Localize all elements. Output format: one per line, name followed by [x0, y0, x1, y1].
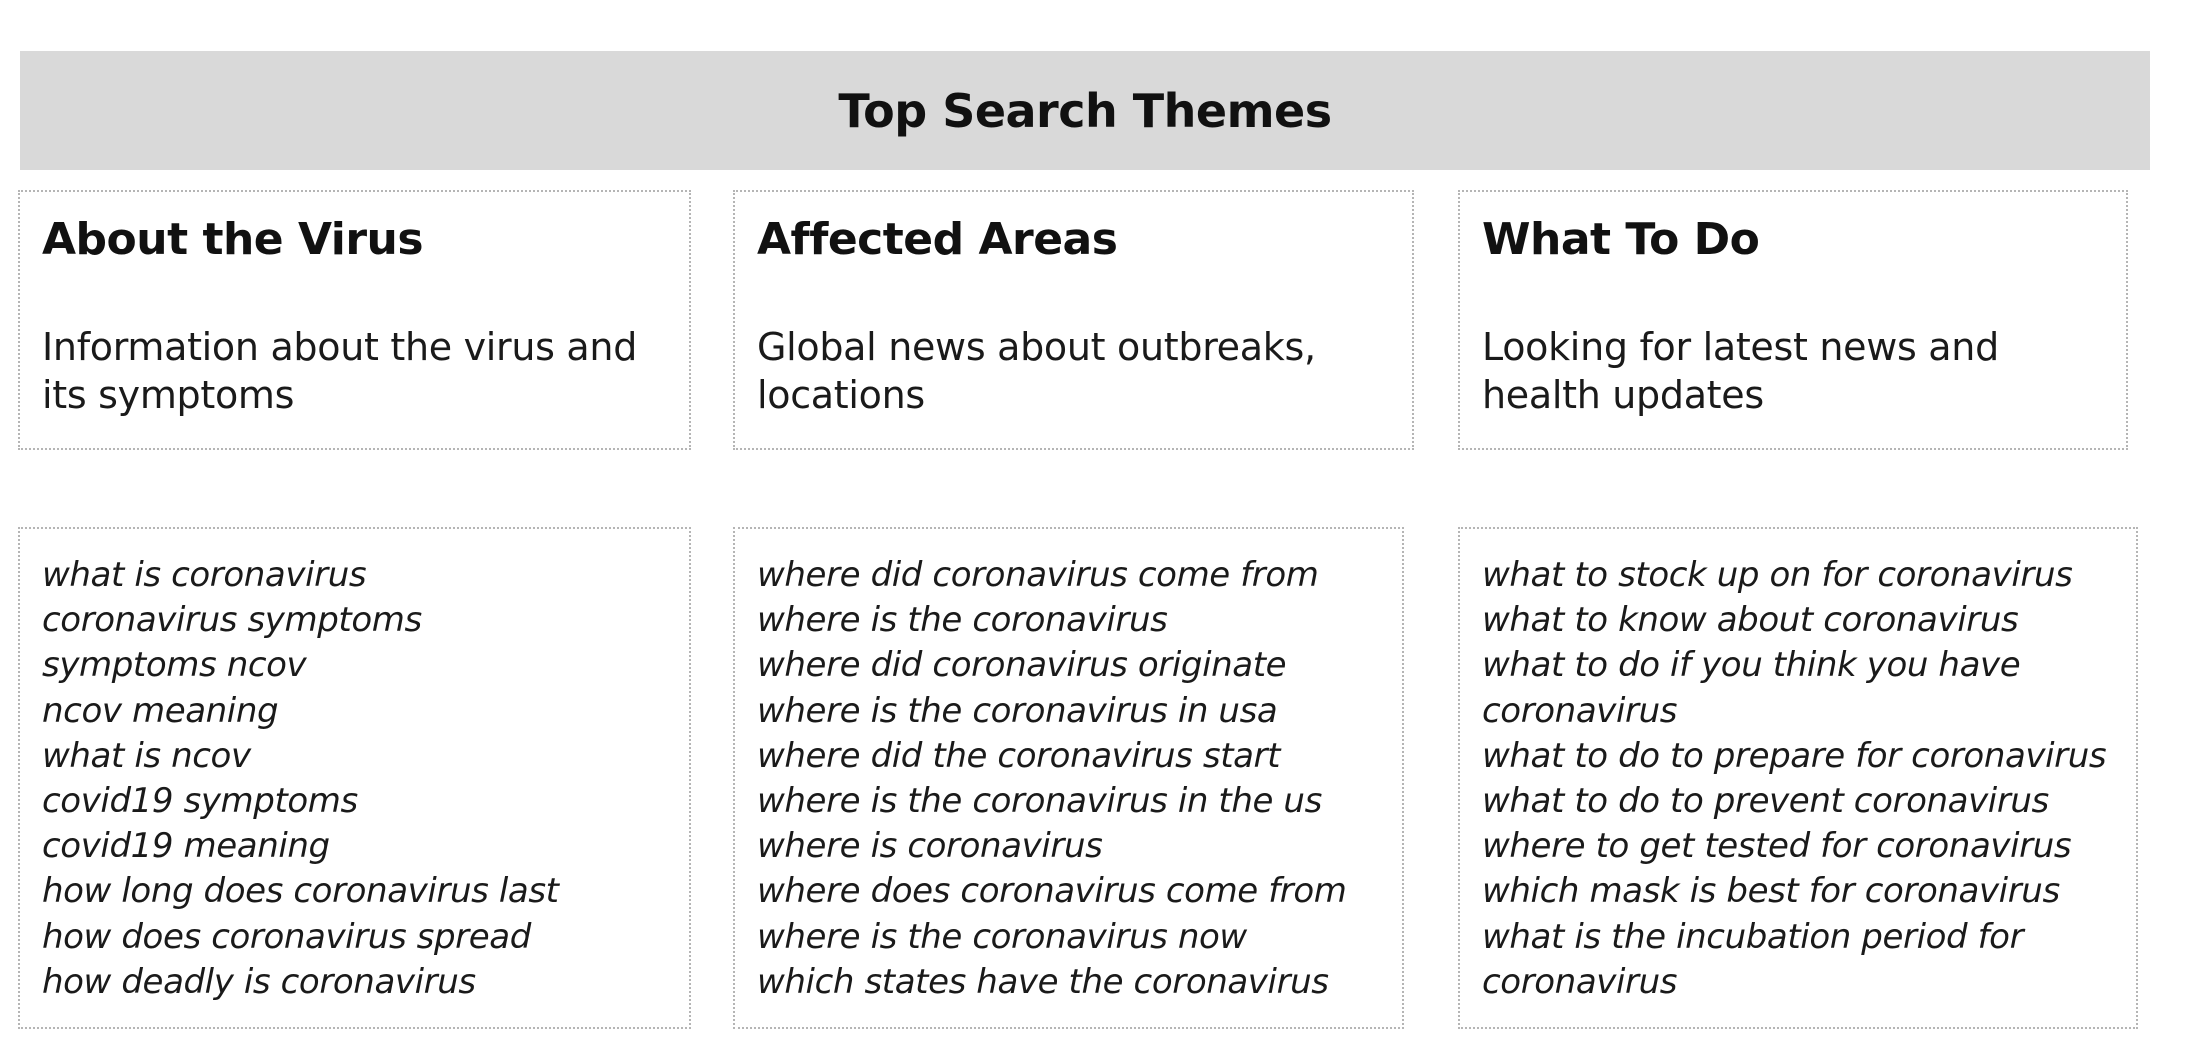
page-header-banner	[20, 51, 2150, 170]
query-item: what is coronavirus	[42, 555, 367, 595]
query-item: symptoms ncov	[42, 645, 307, 686]
theme-description: Global news about outbreaks, locations	[757, 324, 1316, 417]
query-item: where did the coronavirus start	[757, 735, 1281, 776]
query-item: coronavirus symptoms	[42, 600, 422, 641]
query-item: covid19 symptoms	[42, 781, 358, 822]
query-list-card-affected-areas	[733, 527, 1404, 1029]
query-item: ncov meaning	[42, 690, 279, 731]
theme-card-what-to-do	[1458, 190, 2128, 450]
query-item: what to know about coronavirus	[1482, 600, 2019, 641]
query-item: where did coronavirus come from	[757, 555, 1319, 595]
theme-title: About the Virus	[42, 214, 424, 265]
query-item: how deadly is coronavirus	[42, 961, 476, 1002]
query-item: where did coronavirus originate	[757, 645, 1287, 686]
query-item: where is the coronavirus in the us	[757, 781, 1322, 822]
query-list	[42, 553, 667, 1005]
query-item: where is the coronavirus	[757, 600, 1168, 641]
theme-description: Looking for latest news and health updates	[1482, 324, 1999, 417]
query-list	[757, 553, 1380, 1005]
query-item: where is the coronavirus in usa	[757, 690, 1278, 731]
theme-card-about-the-virus	[18, 190, 691, 450]
theme-title: Affected Areas	[757, 214, 1118, 265]
query-item: where to get tested for coronavirus	[1482, 826, 2072, 867]
query-item: where is the coronavirus now	[757, 916, 1247, 957]
query-item: which mask is best for coronavirus	[1482, 871, 2060, 912]
query-item: what to stock up on for coronavirus	[1482, 555, 2073, 595]
page-title: Top Search Themes	[838, 83, 1332, 138]
query-item: how long does coronavirus last	[42, 871, 559, 912]
query-list-card-what-to-do	[1458, 527, 2138, 1029]
theme-card-affected-areas	[733, 190, 1414, 450]
query-item: which states have the coronavirus	[757, 961, 1329, 1002]
query-item: what to do to prepare for coronavirus	[1482, 735, 2107, 776]
query-list-card-about-the-virus	[18, 527, 691, 1029]
query-item: what to do to prevent coronavirus	[1482, 781, 2049, 822]
query-item: how does coronavirus spread	[42, 916, 531, 957]
query-item: where does coronavirus come from	[757, 871, 1347, 912]
query-item: where is coronavirus	[757, 826, 1103, 867]
theme-description: Information about the virus and its symptoms	[42, 324, 638, 417]
query-item: what is the incubation period for coronavirus	[1482, 916, 2024, 1002]
query-list	[1482, 553, 2114, 1005]
query-item: what to do if you think you have coronavirus	[1482, 645, 2021, 731]
query-item: covid19 meaning	[42, 826, 330, 867]
theme-title: What To Do	[1482, 214, 1760, 265]
query-item: what is ncov	[42, 735, 251, 776]
